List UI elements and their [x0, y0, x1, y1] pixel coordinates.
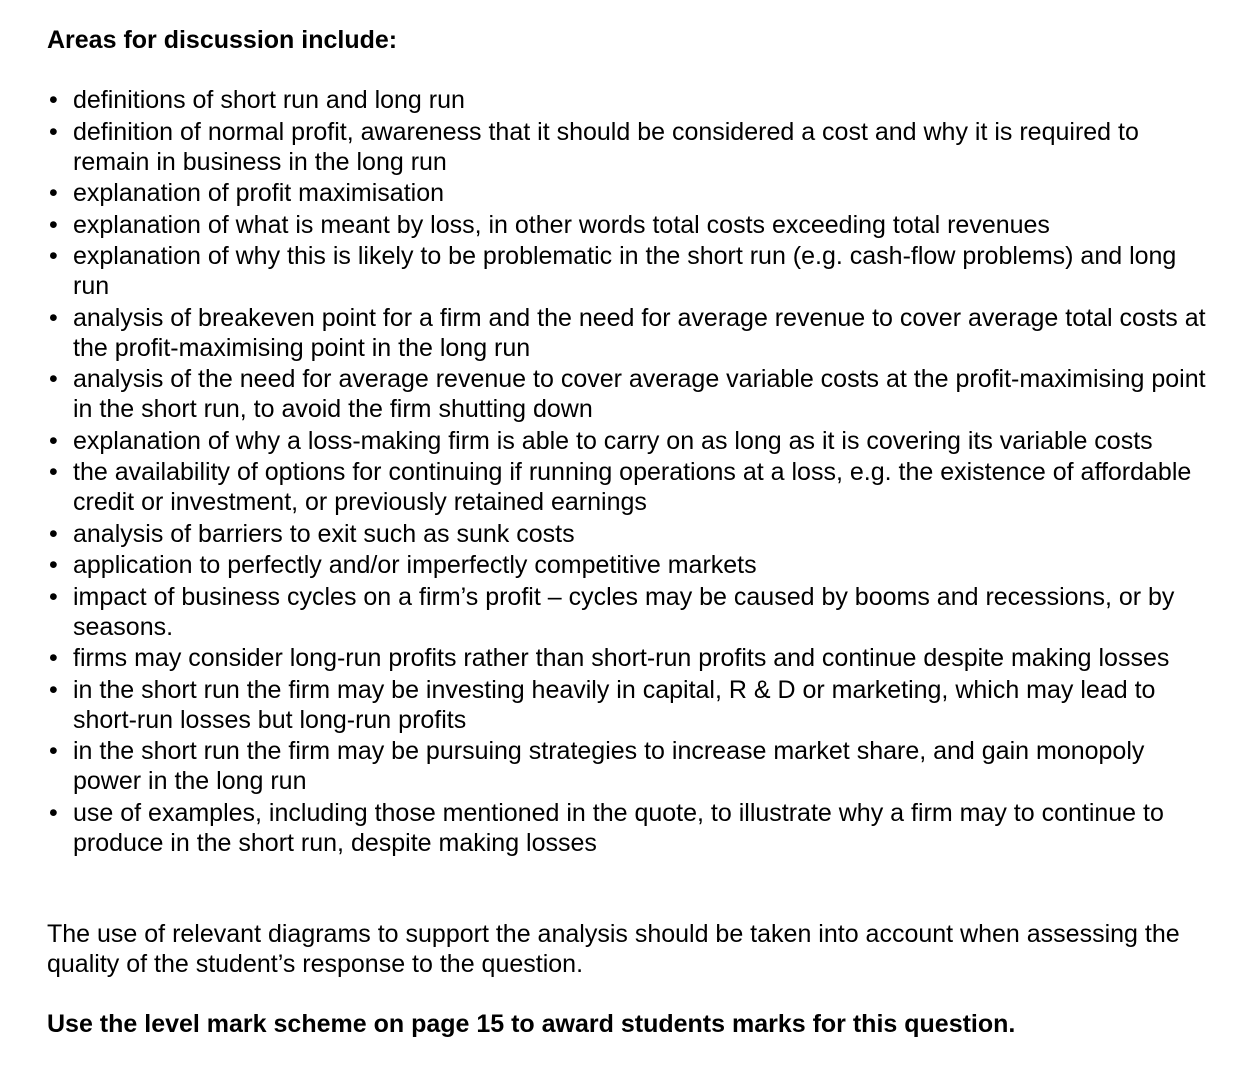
- list-item: [47, 457, 1207, 517]
- bullet-icon: •: [49, 644, 58, 672]
- list-item: [47, 85, 1207, 115]
- section-heading: Areas for discussion include:: [47, 26, 398, 54]
- list-item-text: in the short run the firm may be pursuing strategies to increase market share, and gain monopoly power in the long run: [73, 737, 1145, 795]
- bullet-icon: •: [49, 798, 58, 827]
- list-item-text: explanation of why this is likely to be problematic in the short run (e.g. cash-flow problems) and long run: [73, 242, 1177, 300]
- list-item-text: explanation of profit maximisation: [73, 179, 445, 207]
- bullet-icon: •: [49, 242, 58, 270]
- bullet-icon: •: [49, 582, 58, 611]
- bullet-icon: •: [49, 519, 58, 548]
- list-item: [47, 364, 1207, 424]
- list-item-text: in the short run the firm may be investing heavily in capital, R & D or marketing, which may lead to short-run losses but long-run profits: [73, 675, 1156, 734]
- discussion-list: [47, 85, 1207, 858]
- list-item-text: use of examples, including those mentioned in the quote, to illustrate why a firm may to continue to produce in the short run, despite making losses: [73, 798, 1164, 857]
- list-item-text: analysis of the need for average revenue to cover average variable costs at the profit-maximising point in the short run, to avoid the firm shutting down: [73, 365, 1206, 423]
- bullet-icon: •: [49, 179, 58, 207]
- list-item-text: definitions of short run and long run: [73, 86, 465, 114]
- bullet-icon: •: [49, 86, 58, 114]
- bullet-icon: •: [49, 210, 58, 239]
- list-item-text: definition of normal profit, awareness that it should be considered a cost and why it is required to remain in business in the long run: [73, 117, 1139, 176]
- list-item: [47, 582, 1207, 642]
- bullet-icon: •: [49, 117, 58, 146]
- list-item-text: analysis of breakeven point for a firm and the need for average revenue to cover average total costs at the profit-maximising point in the long run: [73, 303, 1206, 362]
- bullet-icon: •: [49, 675, 58, 704]
- document-page: [47, 25, 1207, 1039]
- list-item-text: application to perfectly and/or imperfectly competitive markets: [73, 551, 757, 579]
- list-item: [47, 550, 1207, 580]
- list-item: [47, 798, 1207, 858]
- list-item-text: explanation of why a loss-making firm is able to carry on as long as it is covering its variable costs: [73, 426, 1153, 455]
- bullet-icon: •: [49, 303, 58, 332]
- list-item-text: analysis of barriers to exit such as sunk costs: [73, 519, 575, 548]
- bullet-icon: •: [49, 365, 58, 393]
- list-item: [47, 643, 1207, 673]
- bullet-icon: •: [49, 458, 58, 486]
- diagram-note: The use of relevant diagrams to support the analysis should be taken into account when assessing the quality of the student’s response to the question.: [47, 919, 1180, 978]
- list-item: [47, 519, 1207, 549]
- list-item-text: the availability of options for continuing if running operations at a loss, e.g. the existence of affordable credit or investment, or previously retained earnings: [73, 458, 1192, 516]
- mark-scheme-instruction: Use the level mark scheme on page 15 to award students marks for this question.: [47, 1009, 1016, 1038]
- list-item-text: impact of business cycles on a firm’s profit – cycles may be caused by booms and recessions, or by seasons.: [73, 582, 1175, 641]
- list-item: [47, 117, 1207, 177]
- list-item: [47, 241, 1207, 301]
- list-item-text: explanation of what is meant by loss, in other words total costs exceeding total revenues: [73, 210, 1050, 239]
- list-item: [47, 426, 1207, 456]
- bullet-icon: •: [49, 737, 58, 765]
- list-item: [47, 736, 1207, 796]
- bullet-icon: •: [49, 551, 58, 579]
- list-item: [47, 210, 1207, 240]
- list-item: [47, 675, 1207, 735]
- list-item: [47, 178, 1207, 208]
- list-item-text: firms may consider long-run profits rather than short-run profits and continue despite making losses: [73, 644, 1170, 672]
- list-item: [47, 303, 1207, 363]
- bullet-icon: •: [49, 426, 58, 455]
